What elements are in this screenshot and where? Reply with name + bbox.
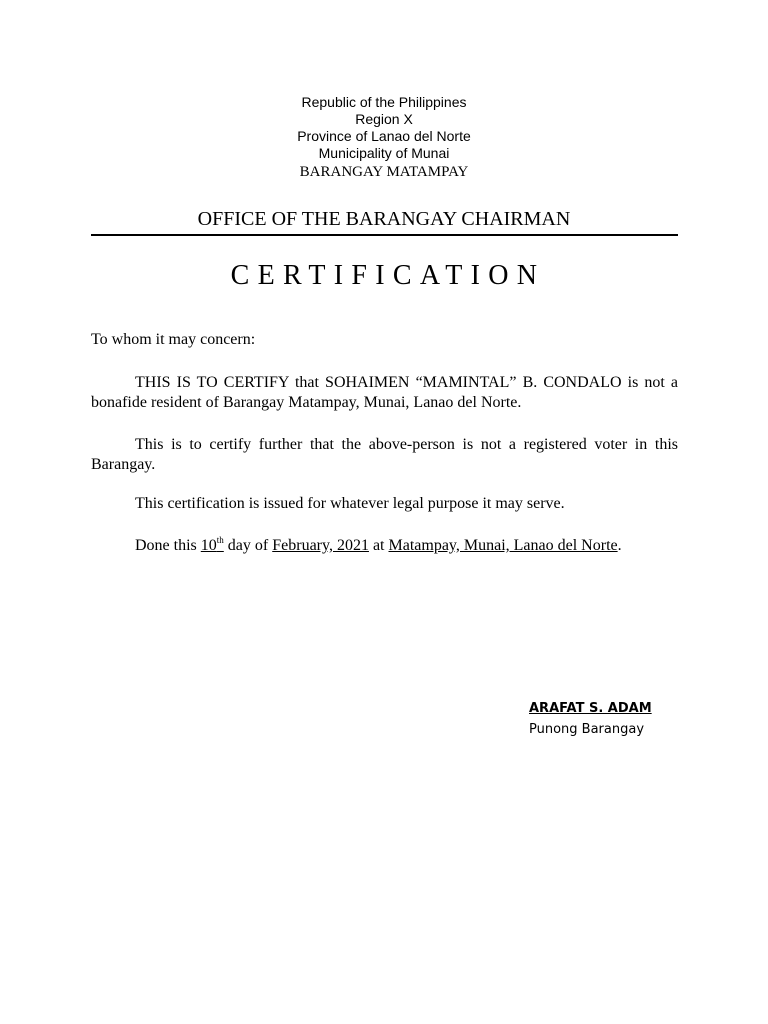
voter-paragraph: This is to certify further that the above-person is not a registered voter in this Barangay. <box>91 436 678 473</box>
purpose-paragraph: This certification is issued for whatever legal purpose it may serve. <box>135 495 565 512</box>
done-day-suffix: th <box>216 535 224 545</box>
header-divider <box>91 234 678 236</box>
certify-paragraph: THIS IS TO CERTIFY that SOHAIMEN “MAMINTAL” B. CONDALO is not a bonafide resident of Barangay Matampay, Munai, Lanao del Norte. <box>91 374 678 411</box>
done-paragraph <box>91 536 678 556</box>
municipality-line: Municipality of Munai <box>318 145 450 161</box>
done-day-number: 10 <box>200 537 217 554</box>
done-mid-1: day of <box>223 537 273 554</box>
province-line: Province of Lanao del Norte <box>297 128 471 144</box>
salutation: To whom it may concern: <box>91 331 256 348</box>
region-line: Region X <box>355 111 413 127</box>
done-end: . <box>617 537 622 554</box>
done-day <box>201 537 224 554</box>
country-line: Republic of the Philippines <box>301 94 467 110</box>
done-place: Matampay, Munai, Lanao del Norte <box>388 537 618 554</box>
letterhead <box>0 94 768 181</box>
barangay-line: BARANGAY MATAMPAY <box>299 164 469 180</box>
done-month-year: February, 2021 <box>272 537 369 554</box>
signature-block <box>529 698 652 740</box>
office-heading: OFFICE OF THE BARANGAY CHAIRMAN <box>197 208 571 230</box>
signatory-position: Punong Barangay <box>529 722 645 737</box>
done-mid-2: at <box>368 537 389 554</box>
document-title: CERTIFICATION <box>230 260 546 291</box>
done-prefix: Done this <box>135 537 201 554</box>
signatory-name: ARAFAT S. ADAM <box>529 701 652 716</box>
